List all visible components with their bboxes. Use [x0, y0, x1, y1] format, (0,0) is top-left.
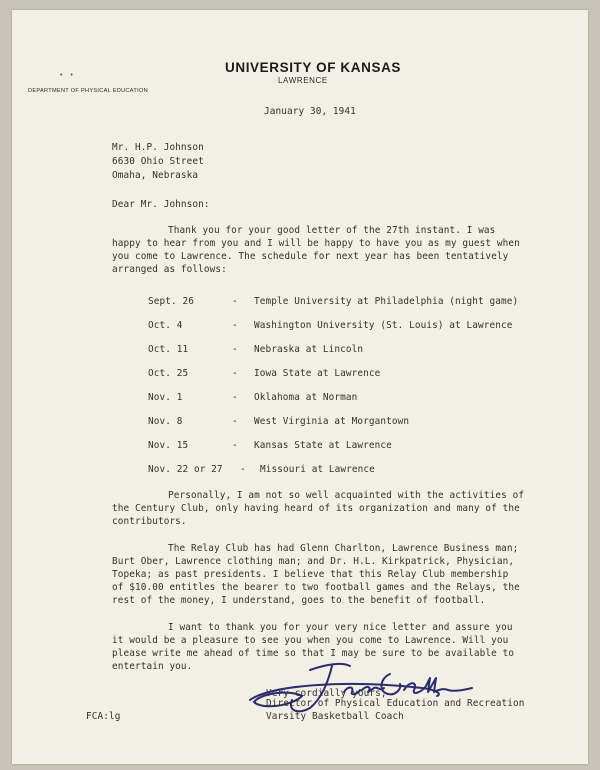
typist-initials: FCA:lg [86, 711, 121, 722]
paragraph-line: rest of the money, I understand, goes to the benefit of football. [112, 595, 486, 606]
schedule-event: Temple University at Philadelphia (night game) [254, 296, 519, 307]
schedule-date: Oct. 25 [148, 368, 189, 379]
recipient-name: Mr. H.P. Johnson [112, 142, 204, 153]
paragraph-line: The Relay Club has had Glenn Charlton, Lawrence Business man; [168, 543, 519, 554]
university-name: UNIVERSITY OF KANSAS [225, 60, 402, 75]
paragraph-line: happy to hear from you and I will be happy to have you as my guest when [112, 238, 520, 249]
paragraph-line: Personally, I am not so well acquainted with the activities of [168, 490, 525, 501]
schedule-dash: - [232, 320, 238, 331]
schedule-event: Washington University (St. Louis) at Lawrence [254, 320, 513, 331]
schedule-dash: - [232, 344, 238, 355]
schedule-event: Nebraska at Lincoln [254, 344, 364, 355]
paragraph-line: it would be a pleasure to see you when you come to Lawrence. Will you [112, 635, 509, 646]
recipient-city: Omaha, Nebraska [112, 170, 199, 181]
closing: Very cordially yours, [266, 688, 387, 699]
letter-date: January 30, 1941 [264, 106, 356, 117]
schedule-dash: - [232, 392, 238, 403]
salutation: Dear Mr. Johnson: [112, 199, 210, 210]
ornament-dots: • • [60, 72, 76, 79]
letter-page [12, 10, 588, 764]
paragraph-line: please write me ahead of time so that I may be sure to be available to [112, 648, 515, 659]
schedule-date: Nov. 15 [148, 440, 189, 451]
schedule-date: Oct. 11 [148, 344, 189, 355]
paragraph-line: the Century Club, only having heard of its organization and many of the [112, 503, 520, 514]
schedule-event: Kansas State at Lawrence [254, 440, 392, 451]
schedule-date: Nov. 1 [148, 392, 183, 403]
recipient-street: 6630 Ohio Street [112, 156, 204, 167]
paragraph-line: Thank you for your good letter of the 27th instant. I was [168, 225, 496, 236]
signer-title: Director of Physical Education and Recreation [266, 698, 525, 709]
schedule-dash: - [232, 368, 238, 379]
paragraph-line: you come to Lawrence. The schedule for next year has been tentatively [112, 251, 509, 262]
paragraph-line: arranged as follows: [112, 264, 227, 275]
department-name: DEPARTMENT OF PHYSICAL EDUCATION [28, 88, 148, 94]
paragraph-line: I want to thank you for your very nice letter and assure you [168, 622, 513, 633]
schedule-event: Missouri at Lawrence [260, 464, 375, 475]
schedule-date: Nov. 8 [148, 416, 183, 427]
schedule-dash: - [232, 440, 238, 451]
schedule-date: Sept. 26 [148, 296, 194, 307]
paragraph-line: entertain you. [112, 661, 193, 672]
schedule-dash: - [232, 416, 238, 427]
paragraph-line: of $10.00 entitles the bearer to two football games and the Relays, the [112, 582, 520, 593]
schedule-dash: - [232, 296, 238, 307]
university-city: LAWRENCE [278, 76, 328, 85]
schedule-date: Oct. 4 [148, 320, 183, 331]
schedule-date: Nov. 22 or 27 [148, 464, 223, 475]
schedule-event: West Virginia at Morgantown [254, 416, 410, 427]
paragraph-line: contributors. [112, 516, 187, 527]
schedule-event: Iowa State at Lawrence [254, 368, 381, 379]
schedule-event: Oklahoma at Norman [254, 392, 358, 403]
paragraph-line: Burt Ober, Lawrence clothing man; and Dr. H.L. Kirkpatrick, Physician, [112, 556, 515, 567]
schedule-dash: - [240, 464, 246, 475]
signer-title: Varsity Basketball Coach [266, 711, 404, 722]
paragraph-line: Topeka; as past presidents. I believe that this Relay Club membership [112, 569, 509, 580]
